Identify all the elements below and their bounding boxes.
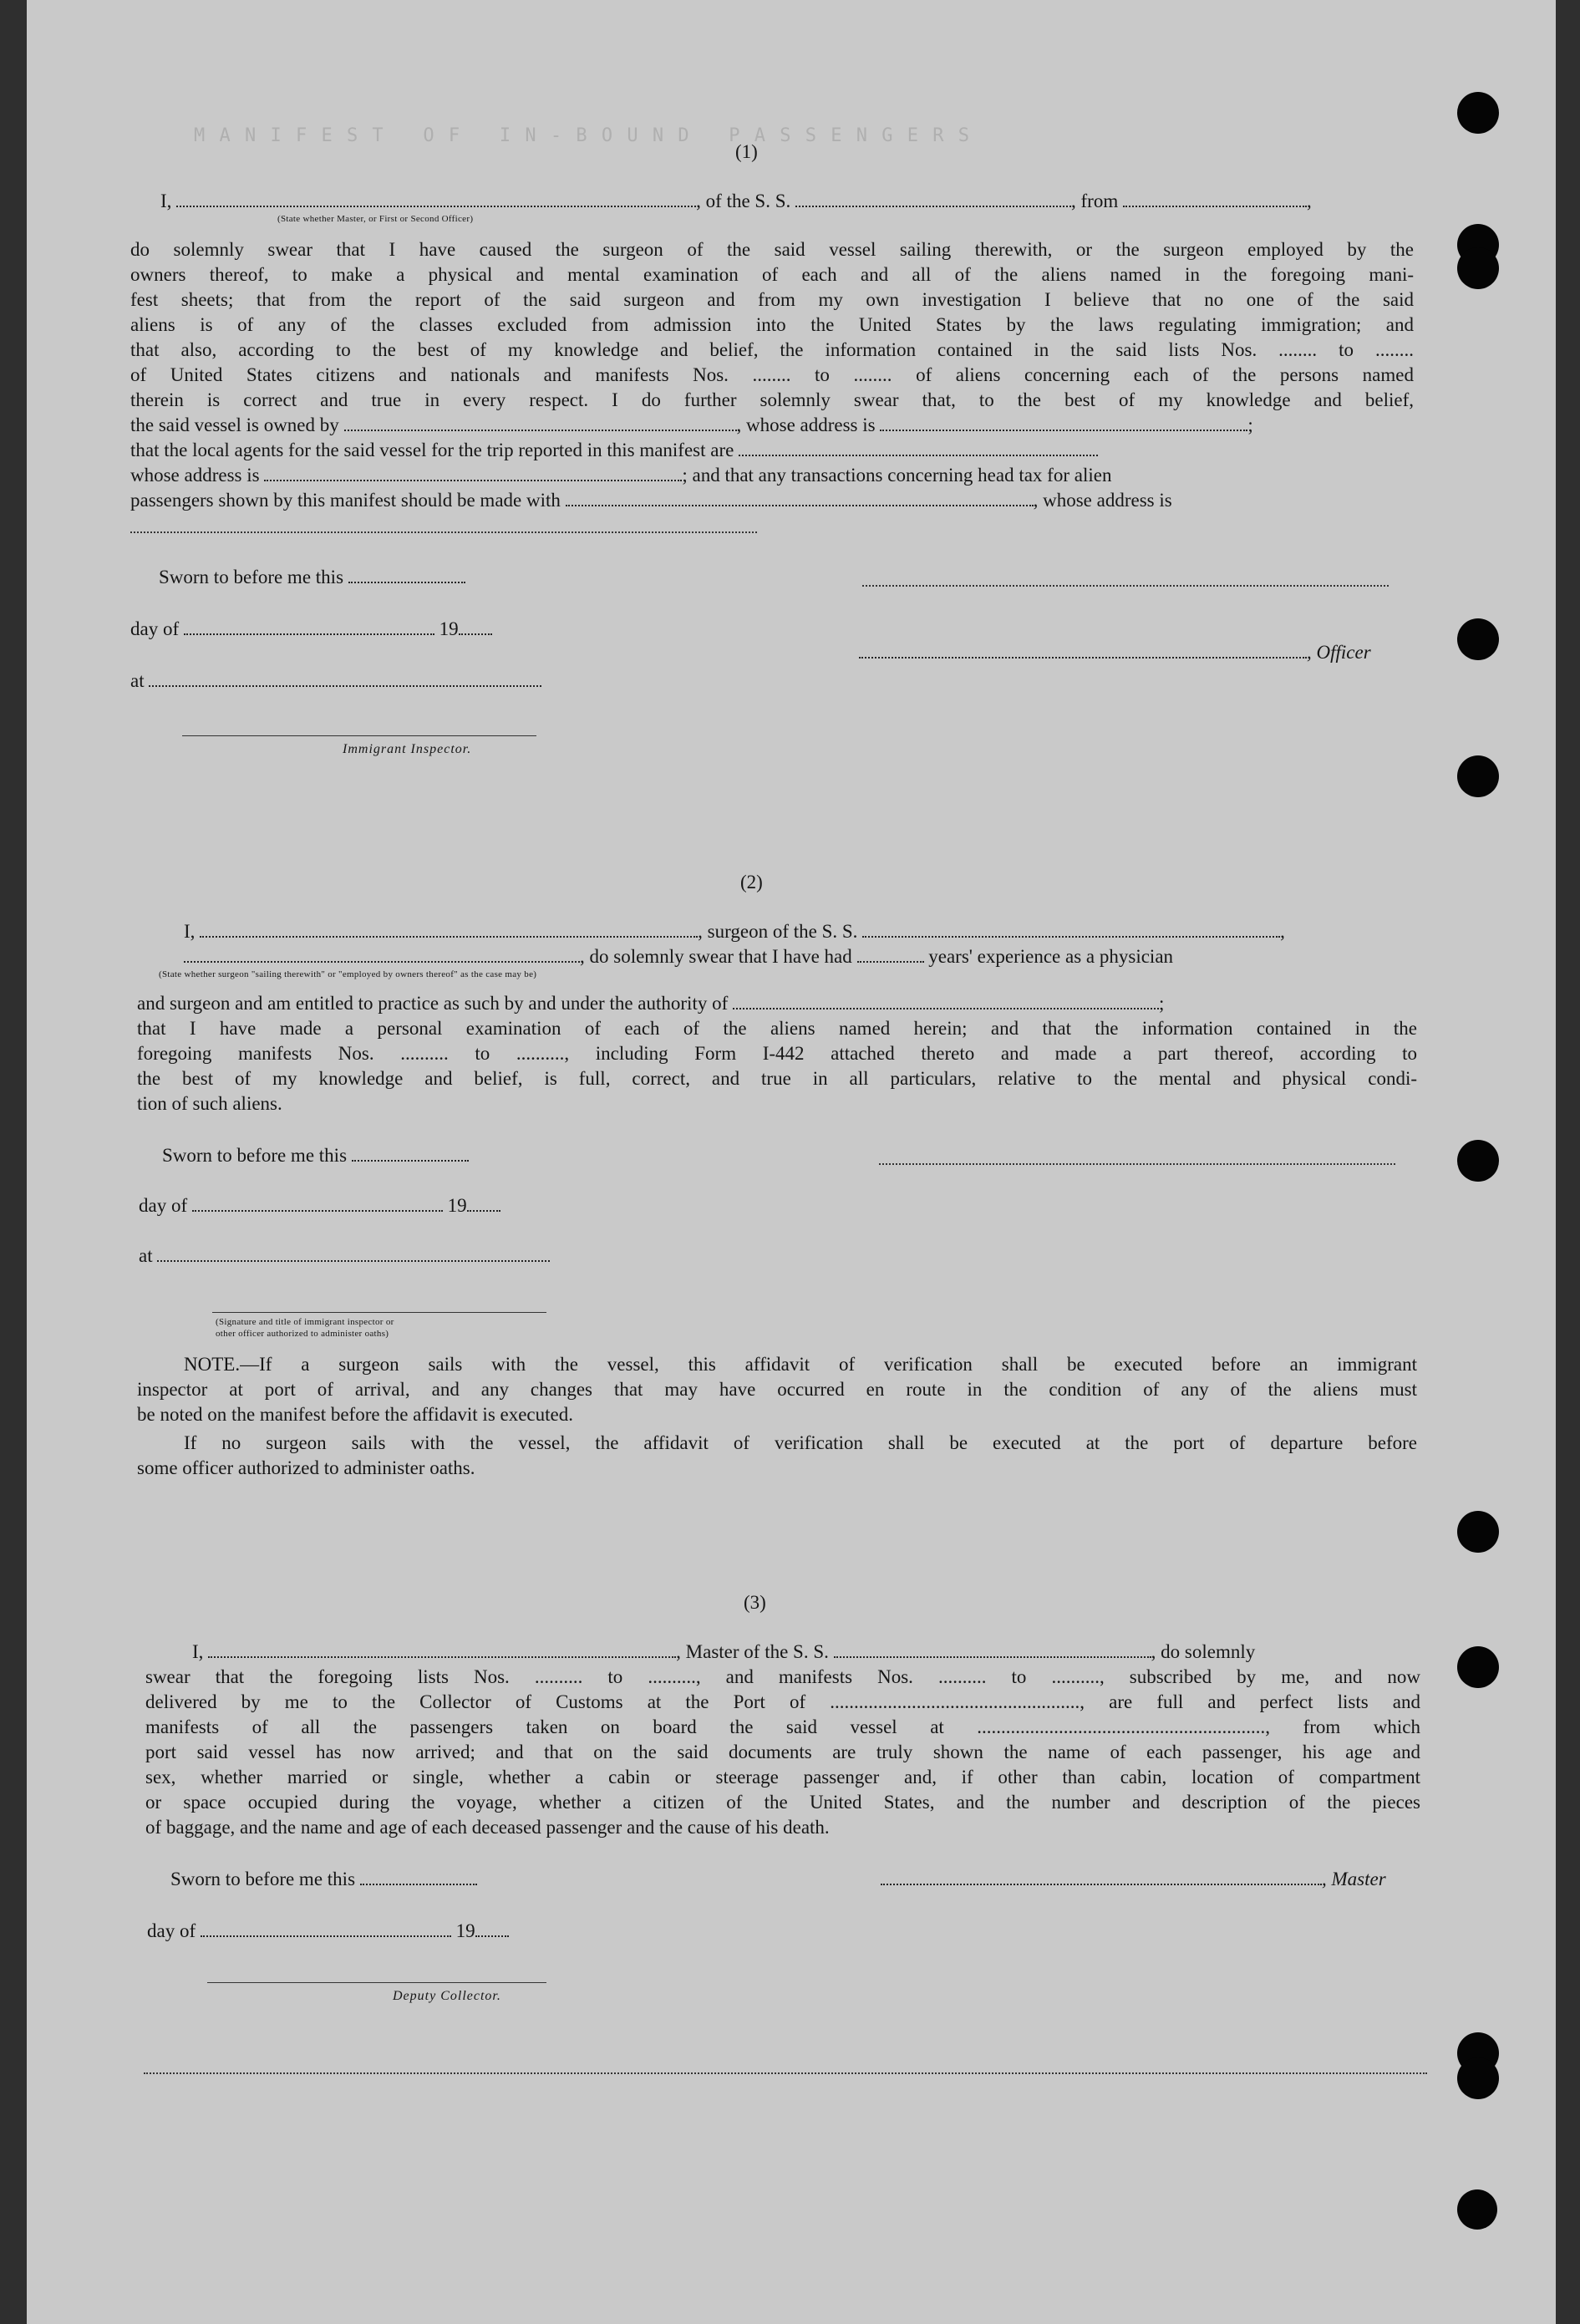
note-line: be noted on the manifest before the affidavit is executed.	[137, 1404, 573, 1425]
punch-hole	[1457, 92, 1499, 134]
punch-hole	[1457, 2057, 1499, 2099]
signature-caption: other officer authorized to administer oaths)	[216, 1329, 389, 1339]
punch-hole	[1457, 247, 1499, 289]
paragraph-line: delivered by me to the Collector of Customs at the Port of ...................................................., are full and perfect lists and	[145, 1691, 1420, 1712]
signature-caption: (Signature and title of immigrant inspector or	[216, 1317, 394, 1327]
paragraph-line: fest sheets; that from the report of the said surgeon and from my own investigation I believe that no one of the said	[130, 289, 1414, 310]
paragraph-line: therein is correct and true in every respect. I do further solemnly swear that, to the best of my knowledge and belief,	[130, 389, 1414, 410]
collector-signature-line	[207, 1982, 546, 1983]
at-label: at	[139, 1243, 550, 1269]
collector-caption: Deputy Collector.	[393, 1989, 501, 2003]
inspector-signature-line	[182, 735, 536, 736]
paragraph-line: owners thereof, to make a physical and mental examination of each and all of the aliens named in the foregoing mani-	[130, 264, 1414, 285]
day-of-label: day of 19	[130, 617, 492, 642]
address-blank	[130, 531, 757, 533]
sworn-label: Sworn to before me this	[170, 1867, 477, 1892]
note-line: NOTE.—If a surgeon sails with the vessel, this affidavit of verification shall be executed before an immigrant	[184, 1354, 1417, 1375]
paragraph-line: do solemnly swear that I have caused the surgeon of the said vessel sailing therewith, or the surgeon employed by the	[130, 239, 1414, 260]
paragraph-line: manifests of all the passengers taken on board the said vessel at ............................................................, from which	[145, 1716, 1420, 1737]
head-tax-line: whose address is ; and that any transactions concerning head tax for alien	[130, 465, 1112, 486]
paragraph-line: foregoing manifests Nos. .......... to .........., including Form I-442 attached thereto and made a part thereof, according to	[137, 1043, 1417, 1064]
punch-hole	[1457, 1140, 1499, 1182]
surgeon-line: I, , surgeon of the S. S. ,	[184, 921, 1285, 942]
passengers-line: passengers shown by this manifest should be made with , whose address is	[130, 490, 1172, 511]
authority-line: and surgeon and am entitled to practice as such by and under the authority of ;	[137, 993, 1165, 1014]
signature-blank	[862, 585, 1389, 587]
paragraph-line: sex, whether married or single, whether a cabin or steerage passenger and, if other than cabin, location of compartment	[145, 1767, 1420, 1787]
day-of-label: day of 19	[139, 1193, 500, 1218]
sworn-label: Sworn to before me this	[162, 1143, 469, 1168]
surgeon-caption: (State whether surgeon "sailing therewith" or "employed by owners thereof" as the case may be)	[159, 969, 537, 979]
note-line: some officer authorized to administer oaths.	[137, 1457, 475, 1478]
paragraph-line: or space occupied during the voyage, whether a citizen of the United States, and the number and description of the pieces	[145, 1792, 1420, 1813]
section-number: (2)	[740, 872, 763, 892]
at-label: at	[130, 669, 541, 694]
bottom-rule	[144, 2072, 1427, 2074]
paragraph-line: port said vessel has now arrived; and that on the said documents are truly shown the name of each passenger, his age and	[145, 1742, 1420, 1762]
officer-line: I, , of the S. S. , from ,	[160, 191, 1312, 211]
paragraph-line: of United States citizens and nationals and manifests Nos. ........ to ........ of aliens concerning each of the persons named	[130, 364, 1414, 385]
paragraph-line: aliens is of any of the classes excluded from admission into the United States by the laws regulating immigration; and	[130, 314, 1414, 335]
punch-hole	[1457, 2189, 1497, 2230]
paragraph-line: that I have made a personal examination of each of the aliens named herein; and that the information contained in the	[137, 1018, 1417, 1039]
paragraph-line: that also, according to the best of my knowledge and belief, the information contained in the said lists Nos. ........ to ........	[130, 339, 1414, 360]
local-agents-line: that the local agents for the said vessel for the trip reported in this manifest are	[130, 438, 1098, 463]
officer-caption: (State whether Master, or First or Second Officer)	[277, 214, 474, 224]
master-signature: , Master	[881, 1867, 1386, 1892]
paragraph-line: tion of such aliens.	[137, 1093, 282, 1114]
punch-hole	[1457, 618, 1499, 660]
form-sheet	[27, 0, 1556, 2324]
section-number: (1)	[735, 141, 758, 162]
punch-hole	[1457, 1646, 1499, 1688]
inspector-caption: Immigrant Inspector.	[343, 742, 472, 756]
note-line: inspector at port of arrival, and any changes that may have occurred en route in the condition of any of the aliens must	[137, 1379, 1417, 1400]
officer-label: , Officer	[859, 640, 1371, 665]
signature-blank	[879, 1163, 1395, 1165]
bleed-through: M A N I F E S T O F I N - B O U N D P A S S E N G E R S	[194, 125, 971, 146]
note-line: If no surgeon sails with the vessel, the affidavit of verification shall be executed at the port of departure before	[184, 1432, 1417, 1453]
inspector-signature-line	[212, 1312, 546, 1313]
master-line: I, , Master of the S. S. , do solemnly	[192, 1641, 1256, 1662]
paragraph-line: of baggage, and the name and age of each deceased passenger and the cause of his death.	[145, 1817, 830, 1838]
owned-by-line: the said vessel is owned by , whose address is ;	[130, 414, 1253, 435]
day-of-label: day of 19	[147, 1919, 509, 1944]
punch-hole	[1457, 1511, 1499, 1553]
punch-hole	[1457, 755, 1499, 797]
sworn-label: Sworn to before me this	[159, 565, 465, 590]
experience-line: , do solemnly swear that I have had years' experience as a physician	[184, 944, 1173, 969]
paragraph-line: the best of my knowledge and belief, is full, correct, and true in all particulars, relative to the mental and physical condi-	[137, 1068, 1417, 1089]
section-number: (3)	[744, 1592, 766, 1613]
paragraph-line: swear that the foregoing lists Nos. .......... to .........., and manifests Nos. .......... to .........., subscribed by me, and now	[145, 1666, 1420, 1687]
